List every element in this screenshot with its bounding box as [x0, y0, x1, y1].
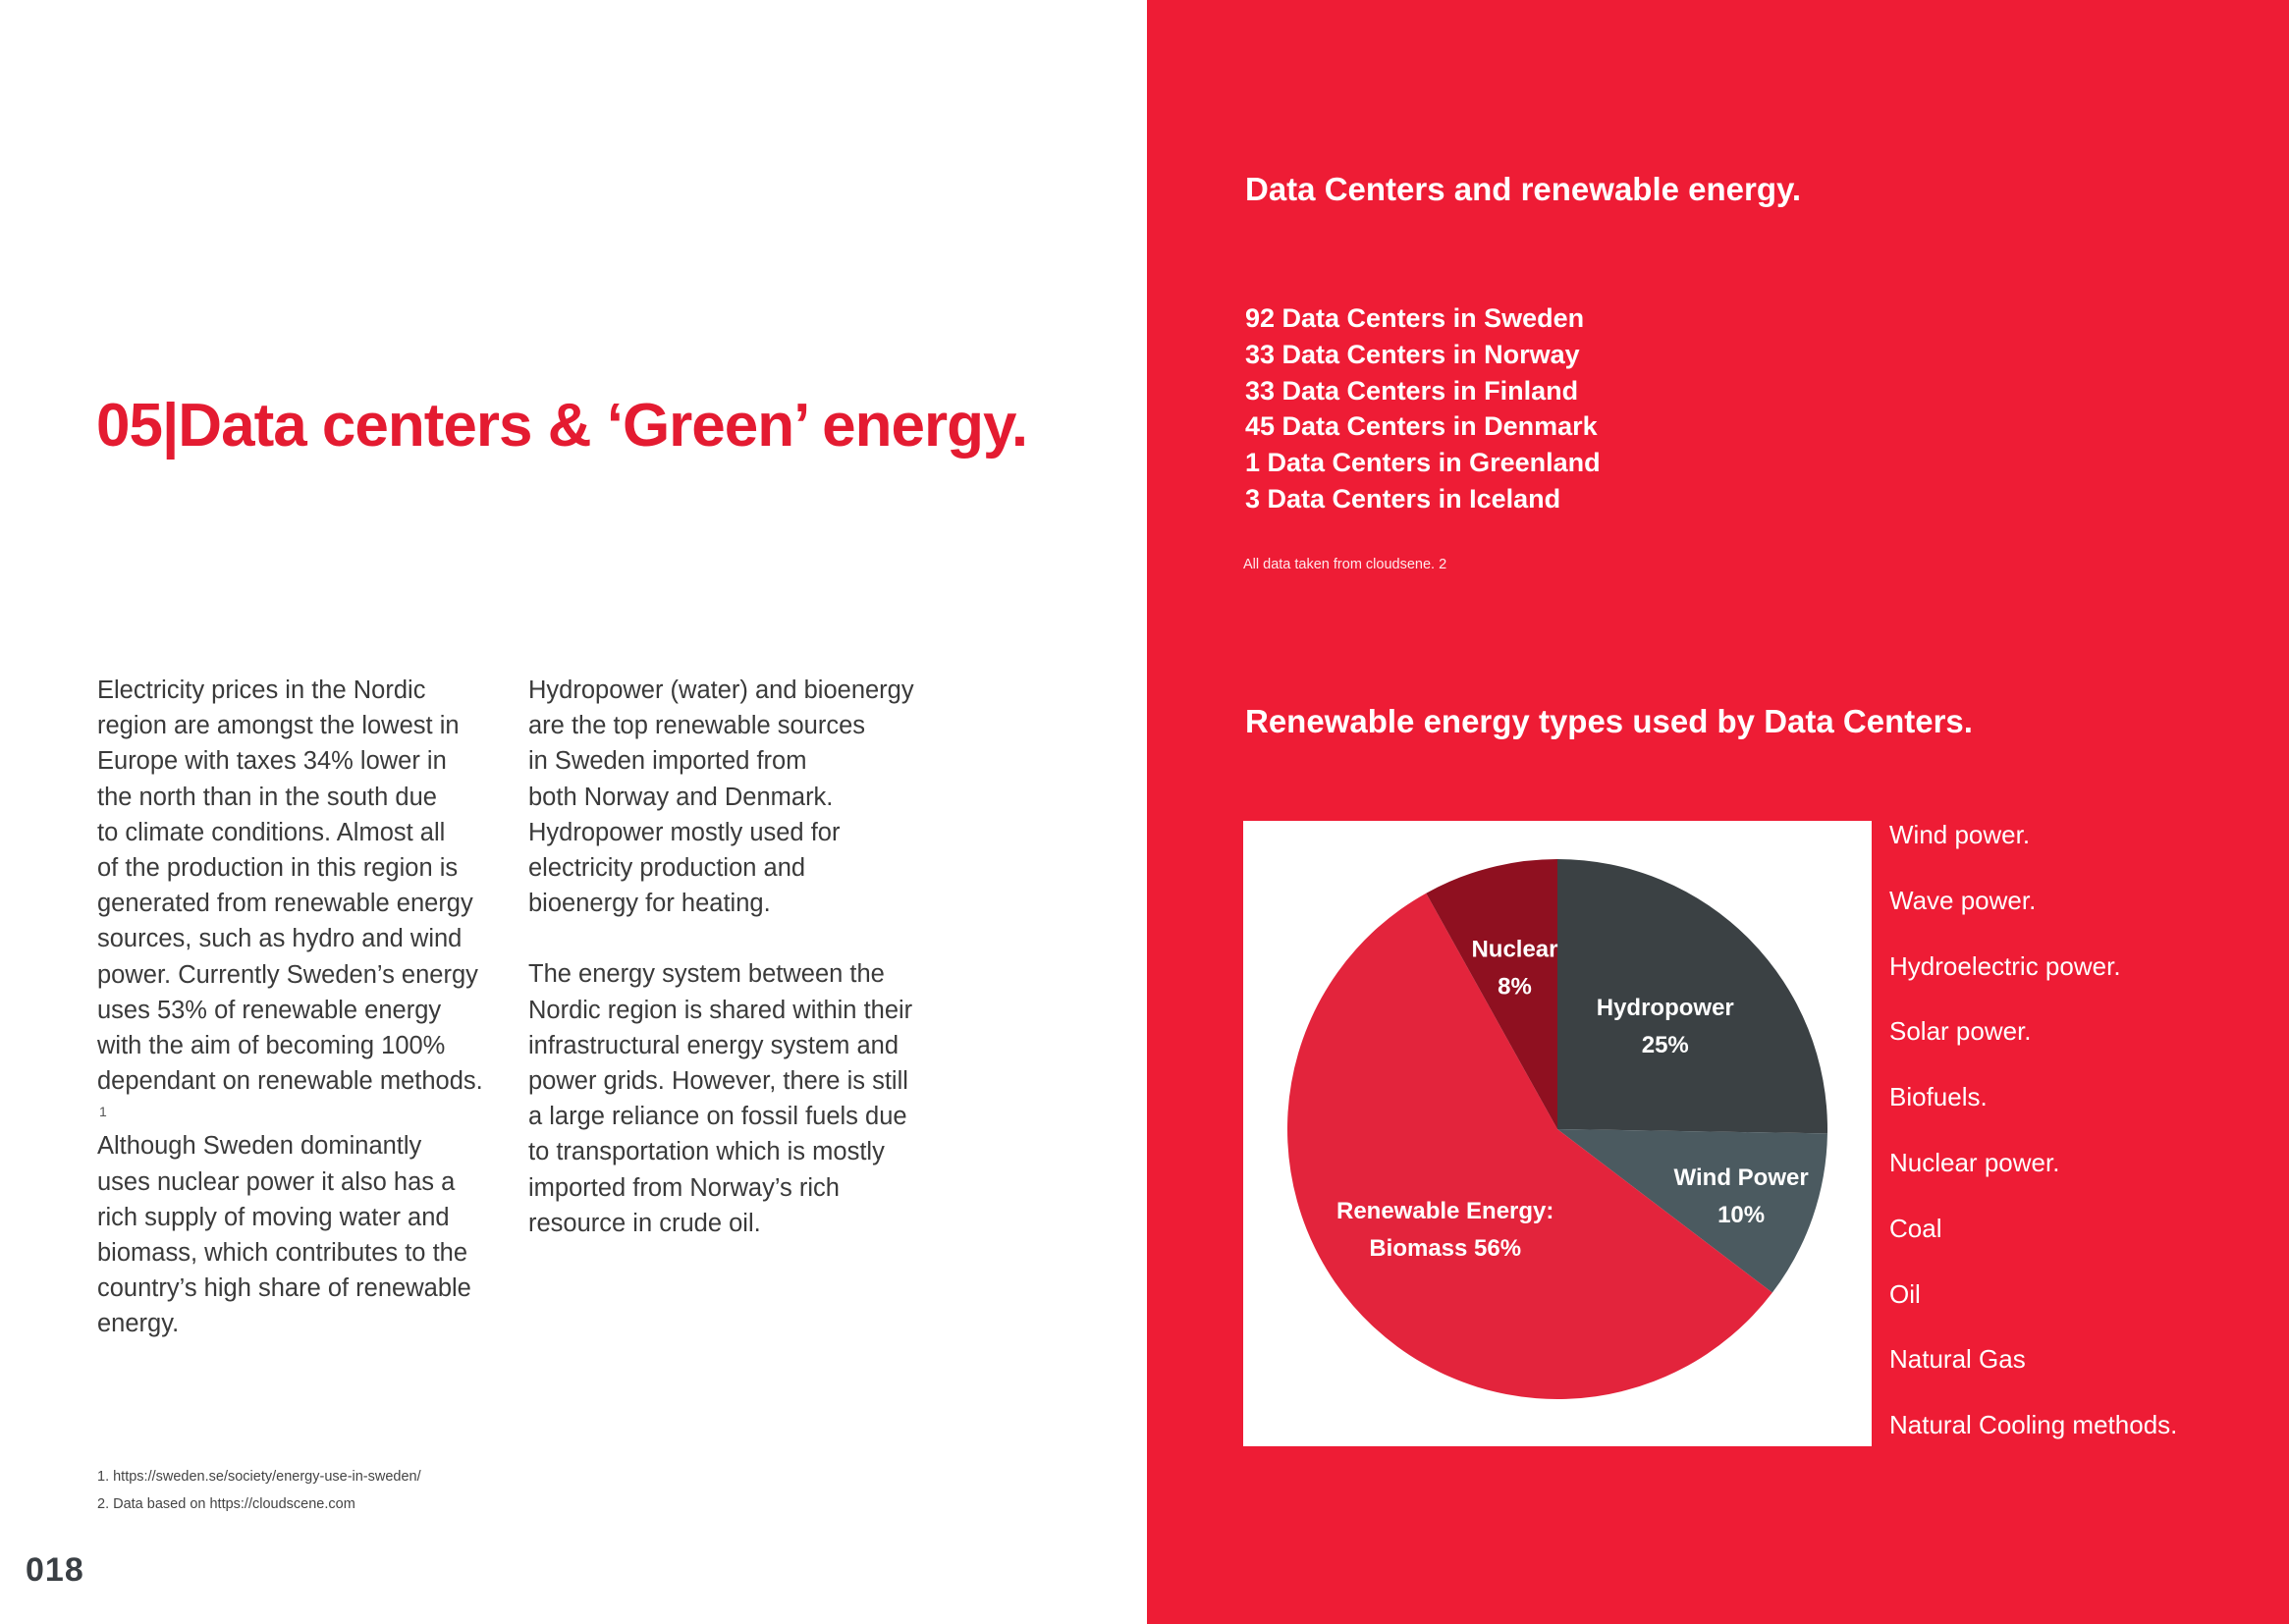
body-text-line: electricity production and — [528, 854, 806, 883]
body-text-line: uses nuclear power it also has a — [97, 1167, 456, 1196]
legend-item: Wind power. — [1889, 820, 2031, 849]
energy-legend — [1889, 818, 2177, 1474]
footnote-2: 2. Data based on https://cloudscene.com — [97, 1496, 355, 1512]
body-col1-paragraph-1 — [97, 673, 500, 1099]
body-text-line: Although Sweden dominantly — [97, 1132, 422, 1161]
body-text-line: energy. — [97, 1310, 180, 1338]
legend-item: Nuclear power. — [1889, 1147, 2060, 1177]
body-text-line: the north than in the south due — [97, 783, 437, 811]
pie-slice-label: Nuclear 8% — [1471, 936, 1558, 1001]
body-col2-paragraph-2 — [528, 956, 931, 1241]
body-text-line: Electricity prices in the Nordic — [97, 677, 426, 704]
body-text-line: region are amongst the lowest in — [97, 712, 460, 740]
pie-slice-label: Hydropower 25% — [1596, 994, 1734, 1058]
legend-item: Oil — [1889, 1278, 1921, 1309]
body-text-line: dependant on renewable methods. — [97, 1067, 483, 1096]
legend-item: Biofuels. — [1889, 1082, 1988, 1112]
body-text-line: a large reliance on fossil fuels due — [528, 1103, 907, 1131]
legend-item: Coal — [1889, 1213, 1942, 1243]
body-text-line: bioenergy for heating. — [528, 890, 771, 918]
footnotes — [97, 1463, 421, 1518]
body-text-line: infrastructural energy system and — [528, 1031, 899, 1059]
body-text-line: Nordic region is shared within their — [528, 996, 913, 1024]
body-text-line: are the top renewable sources — [528, 712, 866, 740]
body-text-line: sources, such as hydro and wind — [97, 925, 463, 953]
body-text-line: country’s high share of renewable — [97, 1274, 471, 1303]
data-center-item: 3 Data Centers in Iceland — [1245, 483, 1561, 514]
body-text-line: with the aim of becoming 100% — [97, 1032, 446, 1060]
body-col2-paragraph-1 — [528, 673, 931, 921]
body-text-line: to transportation which is mostly — [528, 1138, 885, 1166]
body-text-line: The energy system between the — [528, 960, 885, 989]
body-text-line: of the production in this region is — [97, 854, 459, 883]
body-col1-paragraph-2 — [97, 1128, 500, 1341]
pie-chart-panel — [1243, 821, 1872, 1446]
body-text-line: generated from renewable energy — [97, 890, 473, 918]
page-number: 018 — [26, 1551, 84, 1589]
data-center-item: 33 Data Centers in Norway — [1245, 339, 1580, 369]
page-title: 05|Data centers & ‘Green’ energy. — [96, 392, 1028, 460]
energy-types-heading: Renewable energy types used by Data Centers. — [1245, 703, 1973, 739]
body-text-line: to climate conditions. Almost all — [97, 818, 446, 846]
body-text-line: imported from Norway’s rich — [528, 1173, 840, 1202]
legend-item: Natural Cooling methods. — [1889, 1410, 2178, 1440]
data-centers-list — [1245, 300, 1601, 517]
data-center-item: 92 Data Centers in Sweden — [1245, 303, 1585, 333]
data-center-item: 33 Data Centers in Finland — [1245, 375, 1579, 406]
body-text-line: resource in crude oil. — [528, 1209, 761, 1237]
body-column-1 — [97, 673, 500, 1342]
body-text-line: uses 53% of renewable energy — [97, 996, 442, 1024]
legend-item: Natural Gas — [1889, 1344, 2026, 1375]
body-text-line: Europe with taxes 34% lower in — [97, 747, 447, 776]
data-center-item: 1 Data Centers in Greenland — [1245, 448, 1601, 478]
body-text-line: power. Currently Sweden’s energy — [97, 960, 478, 989]
pie-slice-label: Wind Power 10% — [1673, 1164, 1809, 1228]
footnote-1: 1. https://sweden.se/society/energy-use-in-sweden/ — [97, 1469, 421, 1485]
pie-slice-label: Renewable Energy: Biomass 56% — [1335, 1198, 1554, 1263]
body-text-line: in Sweden imported from — [528, 747, 807, 776]
body-text-line: biomass, which contributes to the — [97, 1239, 468, 1268]
pie-chart — [1243, 821, 1872, 1446]
body-column-2 — [528, 673, 931, 1241]
body-text-line: Hydropower (water) and bioenergy — [528, 677, 914, 704]
data-center-item: 45 Data Centers in Denmark — [1245, 411, 1598, 442]
body-text-line: rich supply of moving water and — [97, 1203, 450, 1231]
body-text-line: Hydropower mostly used for — [528, 818, 841, 846]
legend-item: Hydroelectric power. — [1889, 950, 2121, 981]
data-centers-heading: Data Centers and renewable energy. — [1245, 171, 1802, 207]
body-text-line: power grids. However, there is still — [528, 1067, 908, 1096]
footnote-mark: 1 — [99, 1104, 107, 1120]
body-text-line: both Norway and Denmark. — [528, 783, 834, 811]
legend-item: Wave power. — [1889, 885, 2037, 915]
legend-item: Solar power. — [1889, 1016, 2032, 1047]
source-note: All data taken from cloudsene. 2 — [1243, 557, 1447, 572]
